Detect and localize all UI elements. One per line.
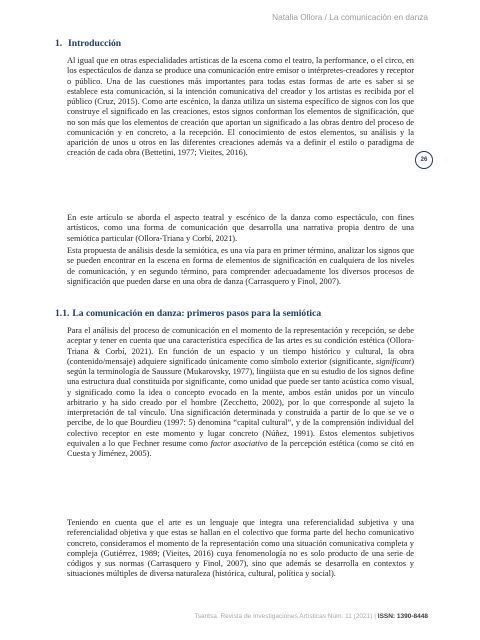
subsection-title: La comunicación en danza: primeros pasos para la semiótica bbox=[72, 308, 322, 319]
paragraph-text: ) según la terminología de Saussure (Mukarovsky, 1977), lingüista que en su estudio de los signos define una estructura dual constituida por significante, como unidad que puede ser tanto acústica como visual, y significado como la idea o concepto evocado en la mente, ambos están unidos por un vínculo arbitrario y ha sido creado por el hombre (Zecchetto, 2002), por lo que corresponde al sujeto la interpretación de tal vínculo. Una significación determinada y construida a partir de lo que se ve o percibe, de lo que Bourdieu (1997: 5) denomina “capital cultural”, y de la comprensión individual del colectivo receptor en este momento y lugar concreto (Núñez, 1991). Estos elementos subjetivos equivalen a lo que Fechner resume como bbox=[67, 356, 414, 448]
section-number: 1. bbox=[55, 38, 63, 49]
section-heading-introduccion bbox=[55, 38, 121, 49]
paragraph-text: de la percepción estética (como se citó en Cuesta y Jiménez, 2005). bbox=[67, 438, 414, 458]
journal-citation: Tsantsa. Revista de Investigaciones Artísticas Núm. 11 (2021) | bbox=[194, 613, 376, 620]
issn: ISSN: 1390-8448 bbox=[377, 613, 428, 620]
running-head: Natalia Ollora / La comunicación en danza bbox=[272, 12, 428, 22]
subsection-heading bbox=[55, 308, 321, 319]
page-number-badge: 26 bbox=[415, 151, 433, 169]
paragraph: Teniendo en cuenta que el arte es un lenguaje que integra una referencialidad subjetiva y una referencialidad objetiva y que estas se hallan en el colectivo que forma parte del hecho comunicativo concreto, consideramos el momento de la representación como una situación comunicativa completa y compleja (Gutiérrez, 1989; (Vieites, 2016) cuya fenomenología no es solo producto de una serie de códigos y sus normas (Carrasquero y Finol, 2007), sino que además se desarrolla en contextos y situaciones múltiples de diversa naturaleza (histórica, cultural, política y social). bbox=[67, 518, 414, 579]
paragraph: Al igual que en otras especialidades artísticas de la escena como el teatro, la performance, o el circo, en los espectáculos de danza se produce una comunicación entre emisor o intérpretes-creadores y receptor o público. Una de las cuestiones más importantes para todas estas formas de arte es saber si se establece esta comunicación, si la intención comunicativa del creador y los artistas es recibida por el público (Cruz, 2015). Como arte escénico, la danza utiliza un sistema específico de signos con los que construye el significado en las creaciones, estos signos conforman los elementos de significación, que no son más que los elementos de creación que aportan un significado a las obras dentro del proceso de comunicación y en concreto, a la recepción. El conocimiento de estos elementos, su análisis y la aparición de unos u otros en las diferentes creaciones además va a definir el estilo o paradigma de creación de cada obra (Bettetini, 1977; Vieites, 2016). bbox=[67, 56, 414, 158]
paragraph bbox=[67, 326, 414, 459]
paragraph: En este artículo se aborda el aspecto teatral y escénico de la danza como espectáculo, con fines artísticos, como una forma de comunicación que desarrolla una narrativa propia dentro de una semiótica particular (Ollora-Triana y Corbí, 2021). bbox=[67, 213, 414, 243]
paragraph-text: Para el análisis del proceso de comunicación en el momento de la representación y recepción, se debe aceptar y tener en cuenta que una característica específica de las artes es su condición estética (Ollora-Triana & Corbí, 2021). En función de un espacio y un tiempo histórico y cultural, la obra (contenido/mensaje) adquiere significado únicamente como símbolo exterior (significante, bbox=[67, 326, 414, 366]
paragraph: Esta propuesta de análisis desde la semiótica, es una vía para en primer término, analizar los signos que se pueden encontrar en la escena en forma de elementos de significación en cualquiera de los niveles de comunicación, y en segundo término, para comprender adecuadamente los diversos procesos de significación que pueden darse en una obra de danza (Carrasquero y Finol, 2007). bbox=[67, 246, 414, 286]
section-title: Introducción bbox=[68, 38, 122, 49]
subsection-number: 1.1. bbox=[55, 308, 70, 319]
footer bbox=[194, 613, 428, 620]
emphasis-term: significant bbox=[375, 356, 412, 366]
emphasis-term: factor asociativo bbox=[210, 438, 268, 448]
